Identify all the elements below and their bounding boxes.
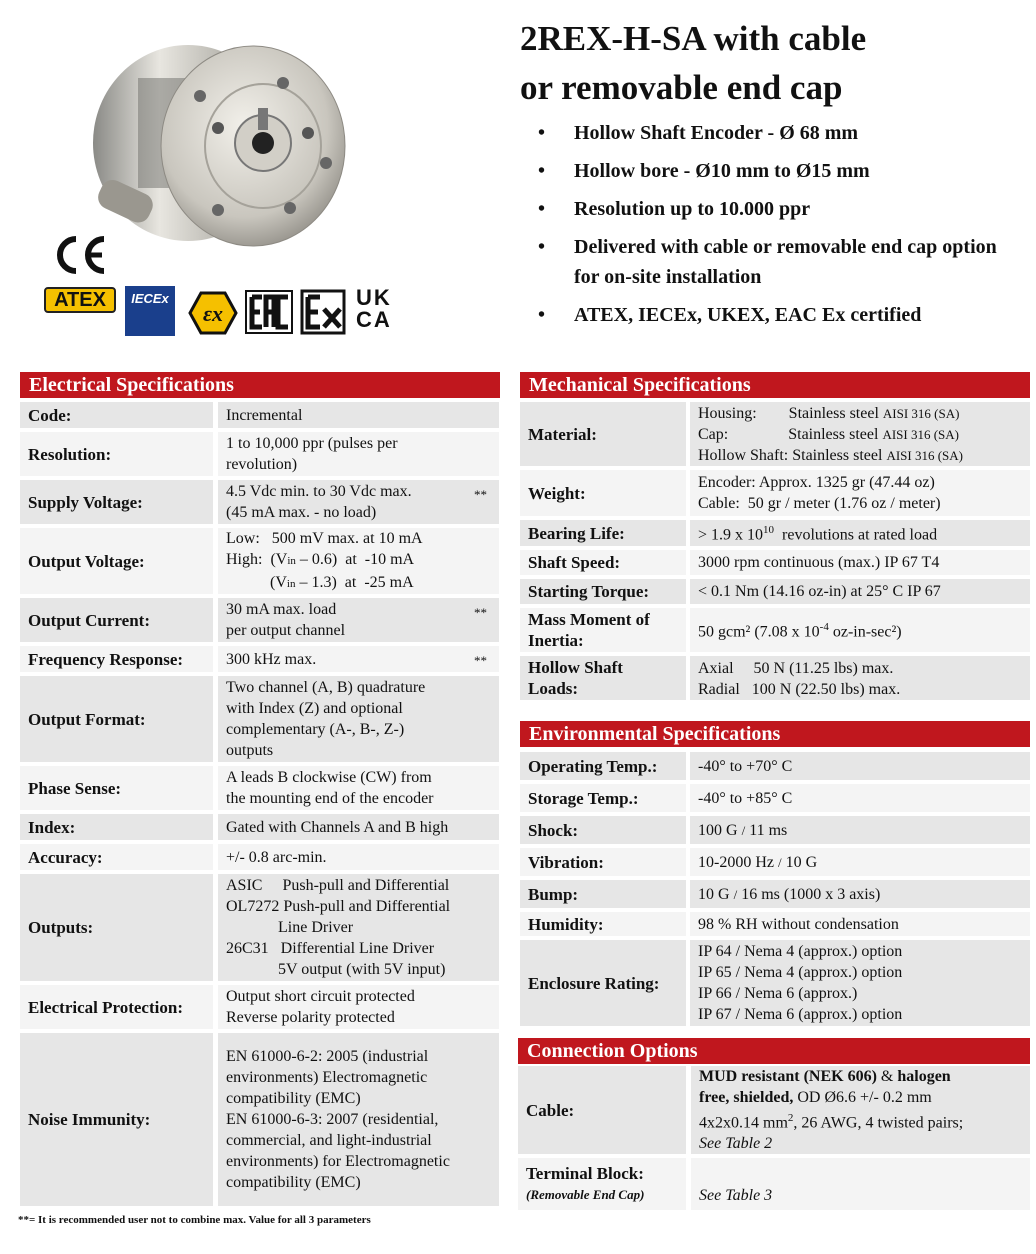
electrical-spec-table (20, 398, 499, 1206)
spec-value: Two channel (A, B) quadrature with Index (Z) and optional complementary (A-, B-, Z-) outputs (218, 676, 499, 762)
mechanical-spec-table (520, 398, 1030, 700)
spec-value: -40° to +70° C (690, 752, 1030, 780)
certification-logos (44, 283, 414, 337)
feature-item: • Hollow Shaft Encoder - Ø 68 mm (538, 118, 1008, 148)
table-row (20, 598, 499, 642)
spec-label: Material: (520, 402, 686, 466)
spec-label: Outputs: (20, 874, 213, 981)
electrical-spec-header: Electrical Specifications (20, 372, 500, 398)
atex-logo: ATEX (44, 287, 116, 313)
spec-value: 100 G / 11 ms (690, 816, 1030, 844)
spec-value: ** 30 mA max. load per output channel (218, 598, 499, 642)
spec-label: Output Current: (20, 598, 213, 642)
product-title: 2REX-H-SA with cable or removable end cap (520, 19, 867, 107)
spec-value: 10-2000 Hz / 10 G (690, 848, 1030, 876)
spec-value: 50 gcm² (7.08 x $10^{-4}$ oz-in-sec²) (690, 608, 1030, 652)
eac-logo (244, 289, 294, 335)
spec-label: Electrical Protection: (20, 985, 213, 1029)
spec-value: +/- 0.8 arc-min. (218, 844, 499, 870)
spec-value: Gated with Channels A and B high (218, 814, 499, 840)
spec-label: Humidity: (520, 912, 686, 936)
spec-label: Starting Torque: (520, 579, 686, 604)
footnote-marker: ** (474, 487, 487, 502)
table-row (520, 550, 1030, 575)
spec-label: Vibration: (520, 848, 686, 876)
table-row (20, 528, 499, 594)
ce-mark-logo (50, 233, 110, 277)
spec-value: -40° to +85° C (690, 784, 1030, 812)
spec-value: Axial 50 N (11.25 lbs) max. Radial 100 N (22.50 lbs) max. (690, 656, 1030, 700)
spec-label: Output Voltage: (20, 528, 213, 594)
table-row (20, 766, 499, 810)
table-row (518, 1158, 1030, 1210)
table-row (520, 656, 1030, 700)
ex-box-logo (300, 289, 346, 335)
svg-text:εx: εx (202, 301, 224, 326)
table-row (520, 848, 1030, 876)
spec-value: ** 300 kHz max. (218, 646, 499, 672)
spec-value: Incremental (218, 402, 499, 428)
table-row (520, 784, 1030, 812)
spec-value: 3000 rpm continuous (max.) IP 67 T4 (690, 550, 1030, 575)
environmental-spec-header: Environmental Specifications (520, 721, 1030, 747)
spec-label: Hollow Shaft Loads: (520, 656, 686, 700)
spec-value: IP 64 / Nema 4 (approx.) option IP 65 / Nema 4 (approx.) option IP 66 / Nema 6 (approx.) IP 67 / Nema 6 (approx.) option (690, 940, 1030, 1026)
table-row (520, 402, 1030, 466)
iecex-logo: IECEx (125, 286, 175, 336)
spec-value: ASIC Push-pull and Differential OL7272 Push-pull and Differential Line Driver 26C31 Differential Line Driver 5V output (with 5V input) (218, 874, 499, 981)
table-row (20, 985, 499, 1029)
spec-label: Frequency Response: (20, 646, 213, 672)
table-row (520, 579, 1030, 604)
table-row (520, 912, 1030, 936)
table-row (520, 816, 1030, 844)
spec-value: > 1.9 x $10^{10}$ revolutions at rated load (690, 520, 1030, 546)
table-row (20, 814, 499, 840)
spec-value: EN 61000-6-2: 2005 (industrial environments) Electromagnetic compatibility (EMC) EN 61000-6-3: 2007 (residential, commercial, and light-industrial environments) for Electromagnetic compatibility (EMC) (218, 1033, 499, 1206)
footnote: **= It is recommended user not to combine max. Value for all 3 parameters (18, 1214, 371, 1226)
spec-value: Housing: Stainless steel AISI 316 (SA) Cap: Stainless steel AISI 316 (SA) Hollow Shaft: Stainless steel AISI 316 (SA) (690, 402, 1030, 466)
table-row (20, 874, 499, 981)
mechanical-spec-header: Mechanical Specifications (520, 372, 1030, 398)
spec-label: Resolution: (20, 432, 213, 476)
footnote-marker: ** (474, 653, 487, 668)
table-row (520, 940, 1030, 1026)
spec-label: Supply Voltage: (20, 480, 213, 524)
spec-label: Output Format: (20, 676, 213, 762)
table-row (518, 1066, 1030, 1154)
spec-label: Operating Temp.: (520, 752, 686, 780)
spec-label: Index: (20, 814, 213, 840)
spec-value: 98 % RH without condensation (690, 912, 1030, 936)
spec-label: Mass Moment of Inertia: (520, 608, 686, 652)
connection-options-header: Connection Options (518, 1038, 1030, 1064)
spec-label: Phase Sense: (20, 766, 213, 810)
spec-label: Enclosure Rating: (520, 940, 686, 1026)
spec-label: Accuracy: (20, 844, 213, 870)
spec-value: < 0.1 Nm (14.16 oz-in) at 25° C IP 67 (690, 579, 1030, 604)
environmental-spec-table (520, 748, 1030, 1026)
spec-label: Shock: (520, 816, 686, 844)
spec-value: 10 G / 16 ms (1000 x 3 axis) (690, 880, 1030, 908)
spec-value: ** 4.5 Vdc min. to 30 Vdc max. (45 mA max. - no load) (218, 480, 499, 524)
feature-item: • Hollow bore - Ø10 mm to Ø15 mm (538, 156, 1008, 186)
table-row (520, 608, 1030, 652)
spec-value: MUD resistant (NEK 606) & halogen free, shielded, OD Ø6.6 +/- 0.2 mm 4x2x0.14 $mm^2$, 26 AWG, 4 twisted pairs; See Table 2 (691, 1066, 1030, 1154)
spec-value: A leads B clockwise (CW) from the mounting end of the encoder (218, 766, 499, 810)
connection-options-table (518, 1066, 1030, 1210)
spec-value: 1 to 10,000 ppr (pulses per revolution) (218, 432, 499, 476)
table-row (20, 1033, 499, 1206)
table-row (20, 480, 499, 524)
spec-label: Bump: (520, 880, 686, 908)
table-row (20, 676, 499, 762)
table-row (20, 432, 499, 476)
spec-value: Encoder: Approx. 1325 gr (47.44 oz) Cable: 50 gr / meter (1.76 oz / meter) (690, 470, 1030, 516)
spec-label: Storage Temp.: (520, 784, 686, 812)
feature-item: • Delivered with cable or removable end cap option for on-site installation (538, 232, 1008, 292)
spec-label: Terminal Block: (Removable End Cap) (518, 1158, 686, 1210)
spec-label: Shaft Speed: (520, 550, 686, 575)
feature-item: • Resolution up to 10.000 ppr (538, 194, 1008, 224)
spec-label: Noise Immunity: (20, 1033, 213, 1206)
ex-hexagon-logo (188, 291, 238, 335)
spec-label: Code: (20, 402, 213, 428)
table-row (20, 844, 499, 870)
spec-value: Output short circuit protected Reverse polarity protected (218, 985, 499, 1029)
table-row (520, 520, 1030, 546)
spec-label: Bearing Life: (520, 520, 686, 546)
spec-value: Low: 500 mV max. at 10 mA High: (Vin – 0.6) at -10 mA (Vin – 1.3) at -25 mA (218, 528, 499, 594)
table-row (520, 752, 1030, 780)
spec-value: See Table 3 (691, 1158, 1030, 1210)
feature-item: • ATEX, IECEx, UKEX, EAC Ex certified (538, 300, 1008, 330)
footnote-marker: ** (474, 605, 487, 620)
table-row (20, 646, 499, 672)
spec-label: Cable: (518, 1066, 686, 1154)
spec-label: Weight: (520, 470, 686, 516)
table-row (20, 402, 499, 428)
encoder-product-image (78, 38, 363, 253)
ukca-logo: UK CA (356, 285, 392, 332)
feature-list (538, 118, 1008, 338)
table-row (520, 470, 1030, 516)
table-row (520, 880, 1030, 908)
